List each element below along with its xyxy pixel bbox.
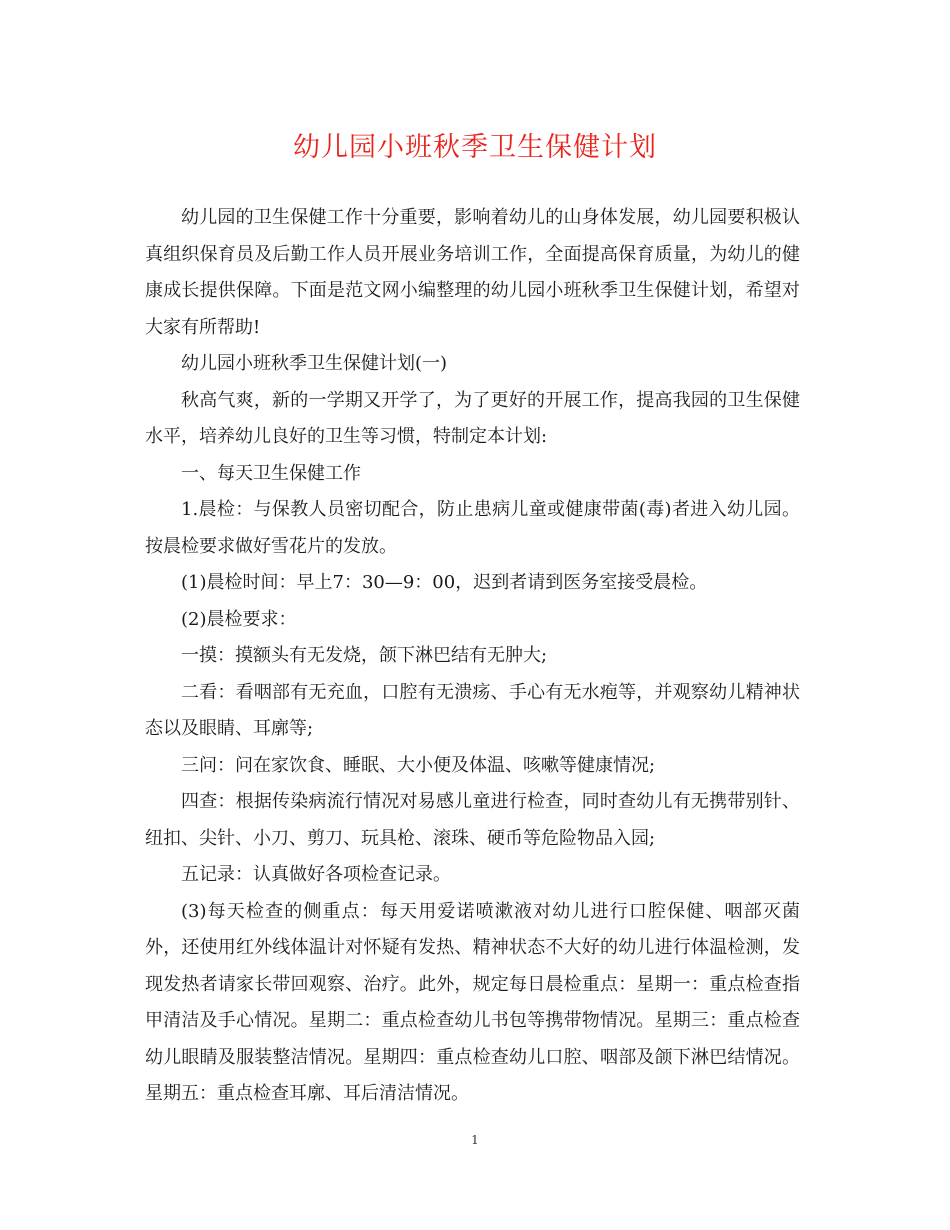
paragraph-check-requirements: (2)晨检要求： [181,608,297,630]
paragraph-check-time: (1)晨检时间：早上7：30—9：00，迟到者请到医务室接受晨检。 [181,572,708,593]
paragraph-intro: 幼儿园的卫生保健工作十分重要，影响着幼儿的山身体发展，幼儿园要积极认真组织保育员及后勤工作人员开展业务培训工作，全面提高保育质量，为幼儿的健康成长提供保障。下面是范文网小编整理的幼儿园小班秋季卫生保健计划，希望对大家有所帮助! [145,207,800,338]
paragraph-plan-heading: 幼儿园小班秋季卫生保健计划(一) [181,353,448,374]
paragraph-touch: 一摸：摸额头有无发烧，颌下淋巴结有无肿大; [181,645,548,666]
paragraph-opening: 秋高气爽，新的一学期又开学了，为了更好的开展工作，提高我园的卫生保健水平，培养幼儿良好的卫生等习惯，特制定本计划: [145,389,800,447]
document-body [145,200,800,1113]
paragraph-record: 五记录：认真做好各项检查记录。 [181,864,451,885]
paragraph-inspect: 四查：根据传染病流行情况对易感儿童进行检查，同时查幼儿有无携带别针、纽扣、尖针、小刀、剪刀、玩具枪、滚珠、硬币等危险物品入园; [145,791,800,849]
document-title: 幼儿园小班秋季卫生保健计划 [293,132,657,163]
paragraph-look: 二看：看咽部有无充血，口腔有无溃疡、手心有无水疱等，并观察幼儿精神状态以及眼睛、耳廓等; [145,681,800,739]
paragraph-ask: 三问：问在家饮食、睡眠、大小便及体温、咳嗽等健康情况; [181,754,656,776]
paragraph-daily-focus: (3)每天检查的侧重点：每天用爱诺喷漱液对幼儿进行口腔保健、咽部灭菌外，还使用红外线体温计对怀疑有发热、精神状态不大好的幼儿进行体温检测，发现发热者请家长带回观察、治疗。此外，规定每日晨检重点：星期一：重点检查指甲清洁及手心情况。星期二：重点检查幼儿书包等携带物情况。星期三：重点检查幼儿眼睛及服装整洁情况。星期四：重点检查幼儿口腔、咽部及颌下淋巴结情况。星期五：重点检查耳廓、耳后清洁情况。 [145,900,800,1104]
paragraph-morning-check: 1.晨检：与保教人员密切配合，防止患病儿童或健康带菌(毒)者进入幼儿园。按晨检要求做好雪花片的发放。 [145,499,800,557]
paragraph-section-one: 一、每天卫生保健工作 [181,462,361,484]
page-number: 1 [471,1133,479,1147]
